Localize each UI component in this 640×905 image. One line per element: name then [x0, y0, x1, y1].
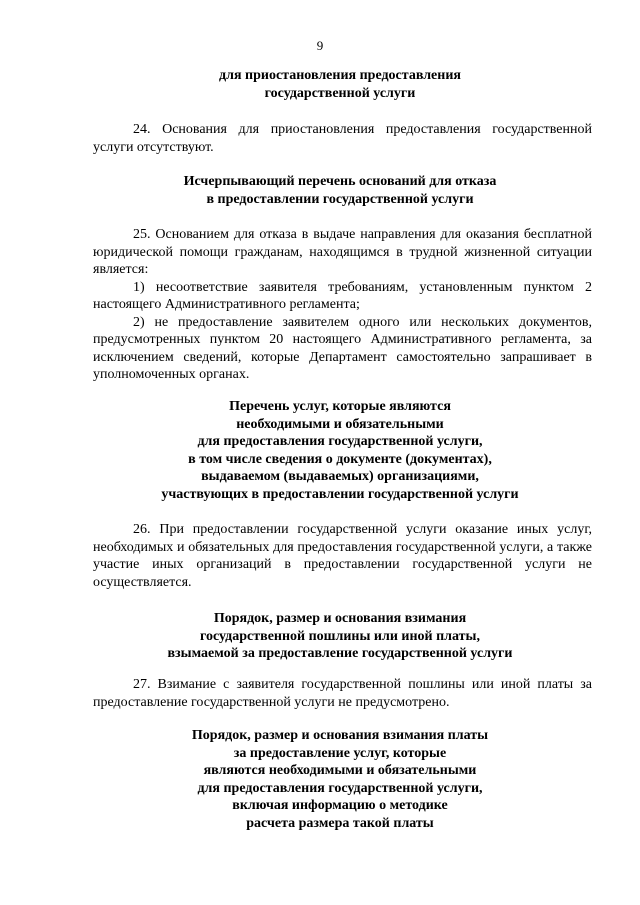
- heading-line: для предоставления государственной услуги,: [197, 780, 483, 796]
- heading-line: за предоставление услуг, которые: [233, 745, 447, 761]
- heading-line: являются необходимыми и обязательными: [203, 763, 477, 778]
- paragraph-text: 27. Взимание с заявителя государственной пошлины или иной платы за предоставление государственной услуги не предусмотрено.: [93, 677, 592, 710]
- heading-line: в том числе сведения о документе (документах),: [188, 451, 492, 467]
- paragraph-27: [93, 676, 592, 711]
- paragraph-text: 25. Основанием для отказа в выдаче направления для оказания бесплатной юридической помощи гражданам, находящимся в трудной жизненной ситуации является:: [93, 227, 592, 277]
- heading-services-list: [40, 398, 640, 503]
- paragraph-text: 24. Основания для приостановления предоставления государственной услуги отсутствуют.: [93, 122, 592, 155]
- heading-line: Перечень услуг, которые являются: [229, 399, 451, 414]
- heading-line: участвующих в предоставлении государственной услуги: [161, 486, 519, 502]
- heading-refusal-grounds: [40, 173, 640, 208]
- paragraph-26: [93, 521, 592, 591]
- heading-line: в предоставлении государственной услуги: [206, 191, 474, 207]
- heading-line: государственной услуги: [264, 85, 416, 101]
- heading-line: Исчерпывающий перечень оснований для отказа: [183, 174, 497, 189]
- paragraph-24: [93, 121, 592, 156]
- heading-line: Порядок, размер и основания взимания платы: [191, 728, 489, 743]
- heading-line: взымаемой за предоставление государственной услуги: [167, 646, 513, 661]
- heading-fee-calculation: [40, 727, 640, 832]
- paragraph-text: 26. При предоставлении государственной услуги оказание иных услуг, необходимых и обязательных для предоставления государственной услуги, а также участие иных организаций в предоставлении государственной услуги не осуществляется.: [93, 522, 592, 590]
- heading-line: выдаваемом (выдаваемых) организациями,: [201, 469, 479, 484]
- heading-line: для приостановления предоставления: [219, 68, 461, 83]
- heading-line: Порядок, размер и основания взимания: [213, 611, 467, 626]
- paragraph-25: [93, 226, 592, 384]
- heading-suspension: [40, 67, 640, 102]
- heading-line: необходимыми и обязательными: [236, 416, 444, 432]
- list-item: 1) несоответствие заявителя требованиям, установленным пунктом 2 настоящего Административного регламента;: [93, 279, 592, 312]
- list-item: 2) не предоставление заявителем одного или нескольких документов, предусмотренных пунктом 20 настоящего Административного регламента, за исключением сведений, которые Департамент самостоятельно запрашивает в уполномоченных органах.: [93, 314, 592, 382]
- heading-state-duty: [40, 610, 640, 663]
- heading-line: расчета размера такой платы: [246, 815, 434, 831]
- heading-line: государственной пошлины или иной платы,: [200, 628, 480, 644]
- heading-line: включая информацию о методике: [232, 798, 448, 813]
- page-number: 9: [316, 38, 324, 53]
- heading-line: для предоставления государственной услуги,: [197, 434, 483, 449]
